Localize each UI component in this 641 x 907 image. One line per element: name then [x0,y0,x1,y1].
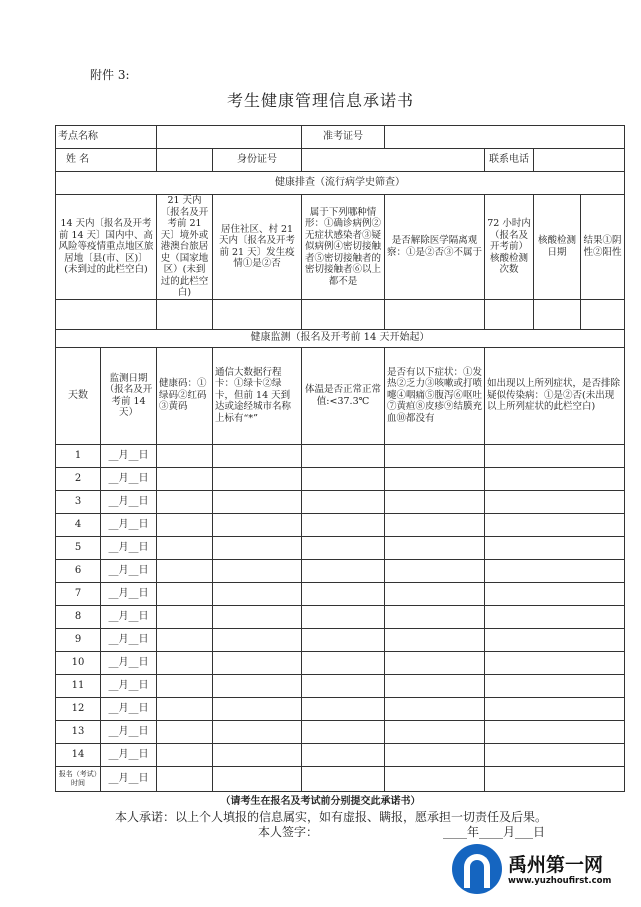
monitoring-field-cell[interactable] [157,559,213,582]
screening-field-domestic[interactable] [56,299,157,329]
monitoring-day-cell: 9 [56,628,101,651]
monitoring-field-cell[interactable] [302,628,385,651]
monitoring-field-cell[interactable] [157,513,213,536]
monitoring-header-symptoms: 是否有以下症状：①发热②乏力③咳嗽或打喷嚏④咽痛⑤腹泻⑥呕吐⑦黄疸⑧皮疹⑨结膜充血⑩都没有 [385,347,485,444]
monitoring-field-cell[interactable] [485,628,625,651]
monitoring-day-cell: 12 [56,697,101,720]
watermark-logo-icon [452,844,502,894]
name-field[interactable] [157,149,213,172]
monitoring-date-cell[interactable]: __月__日 [101,513,157,536]
monitoring-field-cell[interactable] [485,697,625,720]
exam-site-field[interactable] [157,126,302,149]
monitoring-field-cell[interactable] [302,697,385,720]
screening-col-case-type: 属于下列哪种情形：①确诊病例②无症状感染者③疑似病例④密切接触者⑤密切接触者的密切接触者⑥以上都不是 [302,195,385,300]
monitoring-field-cell[interactable] [302,720,385,743]
monitoring-day-cell: 报名（考试）时间 [56,766,101,791]
monitoring-date-cell[interactable]: __月__日 [101,444,157,467]
screening-field-isolation[interactable] [385,299,485,329]
monitoring-field-cell[interactable] [485,720,625,743]
monitoring-field-cell[interactable] [157,651,213,674]
table-row [56,605,625,628]
monitoring-field-cell[interactable] [385,743,485,766]
monitoring-field-cell[interactable] [213,467,302,490]
monitoring-date-cell[interactable]: __月__日 [101,559,157,582]
monitoring-field-cell[interactable] [485,743,625,766]
table-row [56,628,625,651]
monitoring-section-title: 健康监测（报名及开考前 14 天开始起） [56,329,625,347]
monitoring-header-date: 监测日期（报名及开考前 14 天） [101,347,157,444]
screening-field-test-count[interactable] [485,299,534,329]
monitoring-day-cell: 7 [56,582,101,605]
monitoring-field-cell[interactable] [157,444,213,467]
screening-col-isolation: 是否解除医学隔离观察：①是②否③不属于 [385,195,485,300]
table-row [56,444,625,467]
monitoring-field-cell[interactable] [213,743,302,766]
monitoring-date-cell[interactable]: __月__日 [101,467,157,490]
monitoring-day-cell: 2 [56,467,101,490]
monitoring-field-cell[interactable] [157,628,213,651]
monitoring-field-cell[interactable] [302,490,385,513]
monitoring-field-cell[interactable] [213,444,302,467]
screening-col-test-date: 核酸检测日期 [534,195,581,300]
pledge-text: 本人承诺：以上个人填报的信息属实，如有虚报、瞒报，愿承担一切责任及后果。 [115,810,548,824]
screening-field-result[interactable] [581,299,625,329]
monitoring-field-cell[interactable] [157,582,213,605]
monitoring-field-cell[interactable] [157,743,213,766]
submission-note: （请考生在报名及考试前分别提交此承诺书） [220,796,421,807]
monitoring-field-cell[interactable] [302,513,385,536]
phone-field[interactable] [534,149,625,172]
monitoring-date-cell[interactable]: __月__日 [101,490,157,513]
monitoring-field-cell[interactable] [385,628,485,651]
screening-field-case-type[interactable] [302,299,385,329]
monitoring-field-cell[interactable] [485,605,625,628]
monitoring-field-cell[interactable] [385,536,485,559]
monitoring-field-cell[interactable] [302,766,385,791]
monitoring-day-cell: 10 [56,651,101,674]
monitoring-field-cell[interactable] [385,651,485,674]
monitoring-day-cell: 5 [56,536,101,559]
monitoring-field-cell[interactable] [157,697,213,720]
table-row [56,559,625,582]
monitoring-date-cell[interactable]: __月__日 [101,766,157,791]
monitoring-field-cell[interactable] [485,490,625,513]
admission-no-label: 准考证号 [302,126,385,149]
monitoring-field-cell[interactable] [157,720,213,743]
monitoring-header-temperature: 体温是否正常正常值:<37.3℃ [302,347,385,444]
screening-col-abroad: 21 天内〔报名及开考前 21 天〕境外或港澳台旅居史（国家地区）(未到过的此栏空白) [157,195,213,300]
monitoring-field-cell[interactable] [485,536,625,559]
monitoring-date-cell[interactable]: __月__日 [101,743,157,766]
table-row [56,513,625,536]
id-no-field[interactable] [302,149,485,172]
monitoring-date-cell[interactable]: __月__日 [101,536,157,559]
screening-field-community[interactable] [213,299,302,329]
monitoring-field-cell[interactable] [157,490,213,513]
screening-col-result: 结果①阴性②阳性 [581,195,625,300]
watermark-url: www.yuzhoufirst.com [508,876,612,886]
monitoring-field-cell[interactable] [302,536,385,559]
monitoring-header-exclusion: 如出现以上所列症状，是否排除疑似传染病：①是②否(未出现以上所列症状的此栏空白) [485,347,625,444]
monitoring-field-cell[interactable] [213,605,302,628]
name-label: 姓 名 [56,149,157,172]
monitoring-date-cell[interactable]: __月__日 [101,605,157,628]
screening-col-test-count: 72 小时内（报名及开考前）核酸检测次数 [485,195,534,300]
monitoring-field-cell[interactable] [302,582,385,605]
monitoring-field-cell[interactable] [213,766,302,791]
monitoring-field-cell[interactable] [157,766,213,791]
monitoring-field-cell[interactable] [385,674,485,697]
monitoring-date-cell[interactable]: __月__日 [101,674,157,697]
monitoring-field-cell[interactable] [385,720,485,743]
monitoring-field-cell[interactable] [302,559,385,582]
monitoring-field-cell[interactable] [157,536,213,559]
table-row [56,651,625,674]
table-row [56,720,625,743]
monitoring-day-cell: 11 [56,674,101,697]
monitoring-field-cell[interactable] [213,559,302,582]
monitoring-field-cell[interactable] [385,490,485,513]
monitoring-header-health-code: 健康码：①绿码②红码③黄码 [157,347,213,444]
monitoring-field-cell[interactable] [213,697,302,720]
attachment-label: 附件 3: [90,68,130,82]
table-row [56,582,625,605]
monitoring-field-cell[interactable] [385,513,485,536]
screening-field-abroad[interactable] [157,299,213,329]
monitoring-day-cell: 8 [56,605,101,628]
monitoring-field-cell[interactable] [485,513,625,536]
monitoring-field-cell[interactable] [213,513,302,536]
screening-section-title: 健康排查（流行病学史筛查） [56,172,625,195]
monitoring-date-cell[interactable]: __月__日 [101,651,157,674]
id-no-label: 身份证号 [213,149,302,172]
phone-label: 联系电话 [485,149,534,172]
monitoring-field-cell[interactable] [157,467,213,490]
monitoring-field-cell[interactable] [385,582,485,605]
monitoring-field-cell[interactable] [485,766,625,791]
monitoring-field-cell[interactable] [485,651,625,674]
monitoring-field-cell[interactable] [302,743,385,766]
monitoring-field-cell[interactable] [485,467,625,490]
page-title: 考生健康管理信息承诺书 [226,91,414,110]
monitoring-field-cell[interactable] [485,582,625,605]
monitoring-field-cell[interactable] [302,674,385,697]
monitoring-field-cell[interactable] [385,605,485,628]
monitoring-field-cell[interactable] [385,766,485,791]
health-form-table [55,125,625,792]
monitoring-header-day: 天数 [56,347,101,444]
table-row [56,743,625,766]
table-row [56,467,625,490]
watermark-logo [452,842,622,898]
monitoring-header-travel-card: 通信大数据行程卡：①绿卡②绿卡，但前 14 天到达或途经城市名称上标有“*” [213,347,302,444]
table-row [56,697,625,720]
watermark-name: 禹州第一网 [508,854,604,876]
monitoring-field-cell[interactable] [302,444,385,467]
monitoring-day-cell: 1 [56,444,101,467]
admission-no-field[interactable] [385,126,625,149]
screening-col-community: 居住社区、村 21 天内〔报名及开考前 21 天〕发生疫情①是②否 [213,195,302,300]
table-row [56,490,625,513]
monitoring-field-cell[interactable] [302,605,385,628]
monitoring-field-cell[interactable] [385,467,485,490]
screening-col-domestic: 14 天内〔报名及开考前 14 天〕国内中、高风险等疫情重点地区旅居地〔县(市、区)〕(未到过的此栏空白) [56,195,157,300]
monitoring-day-cell: 13 [56,720,101,743]
monitoring-field-cell[interactable] [157,605,213,628]
monitoring-date-cell[interactable]: __月__日 [101,582,157,605]
monitoring-date-cell[interactable]: __月__日 [101,720,157,743]
monitoring-field-cell[interactable] [213,490,302,513]
monitoring-day-cell: 6 [56,559,101,582]
monitoring-field-cell[interactable] [485,444,625,467]
monitoring-field-cell[interactable] [485,559,625,582]
signature-date: ____年____月___日 [443,825,546,839]
monitoring-field-cell[interactable] [302,651,385,674]
monitoring-field-cell[interactable] [213,628,302,651]
monitoring-field-cell[interactable] [213,720,302,743]
monitoring-day-cell: 3 [56,490,101,513]
monitoring-field-cell[interactable] [213,582,302,605]
table-row [56,766,625,791]
monitoring-field-cell[interactable] [385,444,485,467]
monitoring-field-cell[interactable] [385,697,485,720]
monitoring-day-cell: 4 [56,513,101,536]
table-row [56,536,625,559]
monitoring-date-cell[interactable]: __月__日 [101,697,157,720]
monitoring-field-cell[interactable] [213,651,302,674]
exam-site-label: 考点名称 [56,126,157,149]
monitoring-day-cell: 14 [56,743,101,766]
monitoring-field-cell[interactable] [213,536,302,559]
monitoring-field-cell[interactable] [385,559,485,582]
table-row [56,674,625,697]
monitoring-field-cell[interactable] [157,674,213,697]
monitoring-field-cell[interactable] [485,674,625,697]
monitoring-field-cell[interactable] [302,467,385,490]
screening-field-test-date[interactable] [534,299,581,329]
monitoring-date-cell[interactable]: __月__日 [101,628,157,651]
signature-label: 本人签字： [258,825,319,839]
monitoring-field-cell[interactable] [213,674,302,697]
